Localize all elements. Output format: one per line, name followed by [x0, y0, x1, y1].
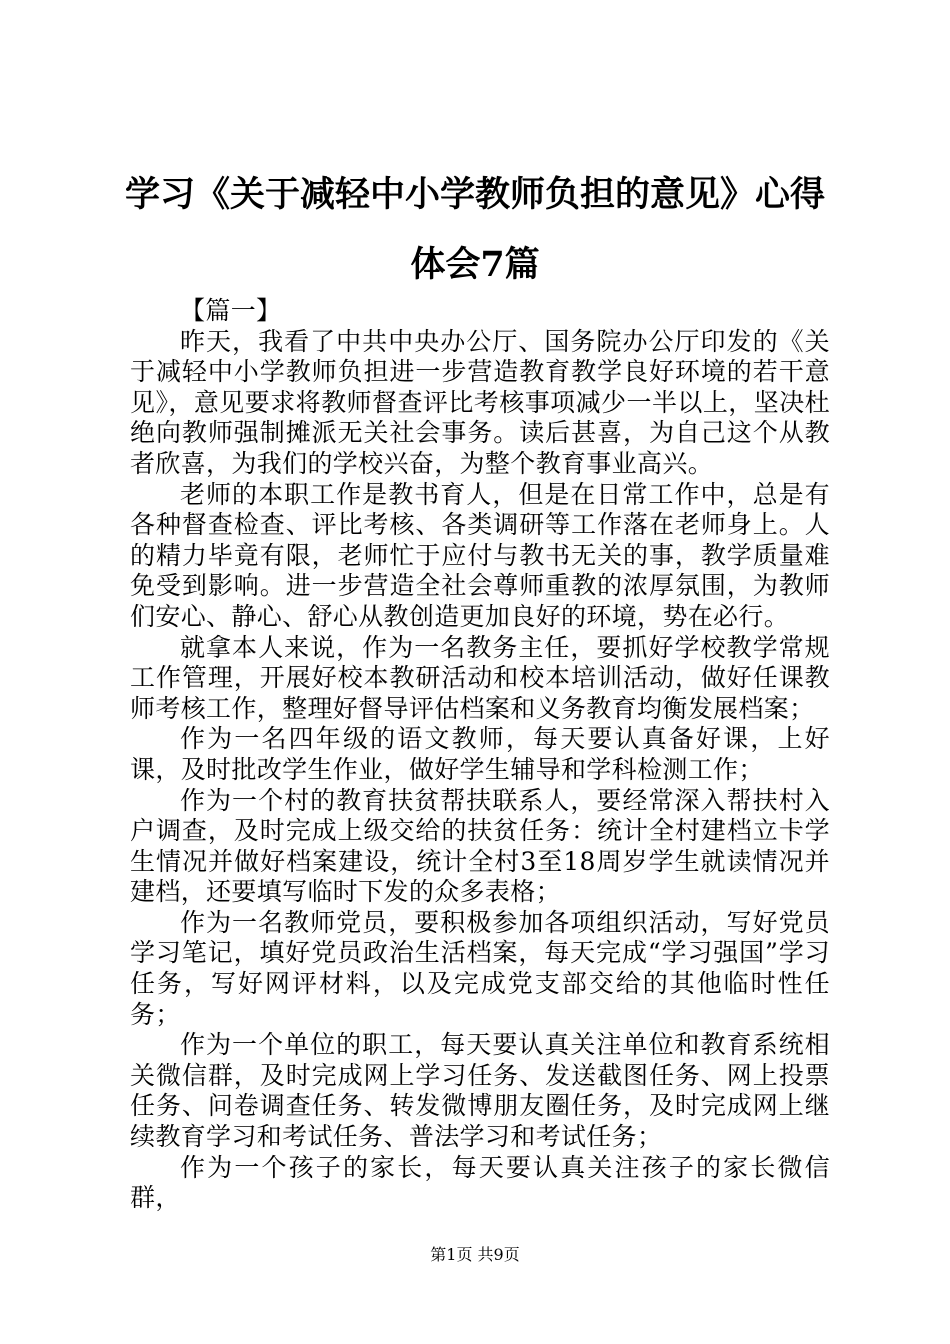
- document-title: [120, 160, 830, 300]
- title-line-1: 学习《关于减轻中小学教师负担的意见》心得: [124, 174, 825, 215]
- paragraph: 昨天，我看了中共中央办公厅、国务院办公厅印发的《关于减轻中小学教师负担进一步营造教育教学良好环境的若干意见》，意见要求将教师督查评比考核事项减少一半以上，坚决杜绝向教师强制摊派无关社会事务。读后甚喜，为自己这个从教者欣喜，为我们的学校兴奋，为整个教育事业高兴。: [130, 326, 830, 478]
- paragraph: 老师的本职工作是教书育人，但是在日常工作中，总是有各种督查检查、评比考核、各类调研等工作落在老师身上。人的精力毕竟有限，老师忙于应付与教书无关的事，教学质量难免受到影响。进一步营造全社会尊师重教的浓厚氛围，为教师们安心、静心、舒心从教创造更加良好的环境，势在必行。: [130, 479, 830, 631]
- page-footer: 第1页 共9页: [430, 1245, 520, 1264]
- paragraph: 作为一个孩子的家长，每天要认真关注孩子的家长微信群，: [130, 1152, 830, 1213]
- document-body: [130, 296, 830, 1214]
- paragraph: 就拿本人来说，作为一名教务主任，要抓好学校教学常规工作管理，开展好校本教研活动和校本培训活动，做好任课教师考核工作，整理好督导评估档案和义务教育均衡发展档案；: [130, 632, 830, 723]
- paragraph: 作为一名教师党员，要积极参加各项组织活动，写好党员学习笔记，填好党员政治生活档案，每天完成“学习强国”学习任务，写好网评材料，以及完成党支部交给的其他临时性任务；: [130, 907, 830, 1029]
- title-line-2: 体会7篇: [410, 244, 540, 285]
- paragraph: 作为一名四年级的语文教师，每天要认真备好课，上好课，及时批改学生作业，做好学生辅导和学科检测工作；: [130, 724, 830, 784]
- paragraph: 作为一个村的教育扶贫帮扶联系人，要经常深入帮扶村入户调查，及时完成上级交给的扶贫任务：统计全村建档立卡学生情况并做好档案建设，统计全村3至18周岁学生就读情况并建档，还要填写临时下发的众多表格；: [130, 785, 830, 907]
- paragraph: 作为一个单位的职工，每天要认真关注单位和教育系统相关微信群，及时完成网上学习任务、发送截图任务、网上投票任务、问卷调查任务、转发微博朋友圈任务，及时完成网上继续教育学习和考试任务、普法学习和考试任务；: [130, 1030, 830, 1152]
- section-heading: 【篇一】: [180, 296, 282, 325]
